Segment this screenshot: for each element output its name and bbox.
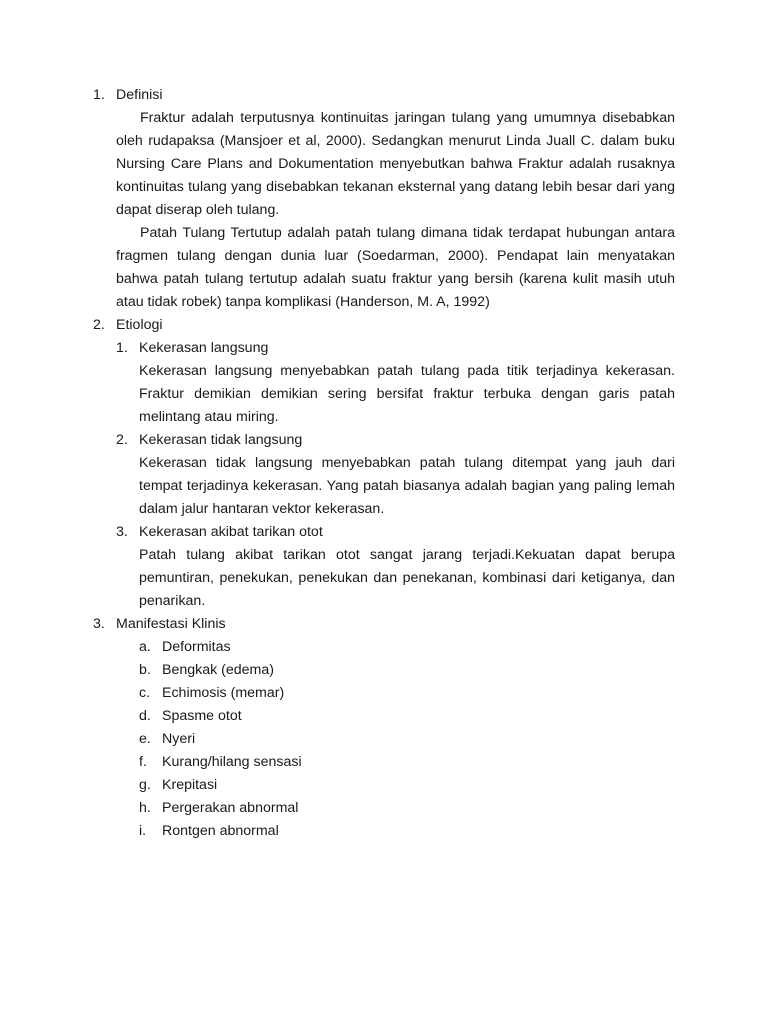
item-number: 3.	[116, 524, 128, 540]
list-item-text: Spasme otot	[162, 708, 242, 724]
list-item	[0, 636, 768, 659]
etiologi-item	[0, 337, 768, 429]
list-item	[0, 728, 768, 751]
list-item-letter: b.	[139, 662, 151, 678]
etiologi-item	[0, 521, 768, 613]
list-item-text: Deformitas	[162, 639, 231, 655]
list-item-text: Pergerakan abnormal	[162, 800, 299, 816]
section-number: 2.	[93, 317, 105, 333]
list-item	[0, 659, 768, 682]
list-item-text: Krepitasi	[162, 777, 218, 793]
item-text: Kekerasan langsung menyebabkan patah tulang pada titik terjadinya kekerasan. Fraktur demikian demikian sering bersifat fraktur terbuka dengan garis patah melintang atau miring.	[139, 363, 675, 425]
section-number: 1.	[93, 87, 105, 103]
list-item-letter: f.	[139, 754, 147, 770]
item-number: 2.	[116, 432, 128, 448]
list-item	[0, 797, 768, 820]
item-title: Kekerasan akibat tarikan otot	[139, 524, 323, 540]
definition-paragraph: Patah Tulang Tertutup adalah patah tulang dimana tidak terdapat hubungan antara fragmen tulang dengan dunia luar (Soedarman, 2000). Pendapat lain menyatakan bahwa patah tulang tertutup adalah suatu fraktur yang bersih (karena kulit masih utuh atau tidak robek) tanpa komplikasi (Handerson, M. A, 1992)	[116, 225, 675, 310]
definition-paragraph: Fraktur adalah terputusnya kontinuitas jaringan tulang yang umumnya disebabkan oleh rudapaksa (Mansjoer et al, 2000). Sedangkan menurut Linda Juall C. dalam buku Nursing Care Plans and Dokumentation menyebutkan bahwa Fraktur adalah rusaknya kontinuitas tulang yang disebabkan tekanan eksternal yang datang lebih besar dari yang dapat diserap oleh tulang.	[116, 110, 675, 218]
section-number: 3.	[93, 616, 105, 632]
etiologi-item	[0, 429, 768, 521]
list-item	[0, 820, 768, 843]
list-item-letter: a.	[139, 639, 151, 655]
section-title: Manifestasi Klinis	[116, 616, 226, 632]
item-text: Kekerasan tidak langsung menyebabkan patah tulang ditempat yang jauh dari tempat terjadinya kekerasan. Yang patah biasanya adalah bagian yang paling lemah dalam jalur hantaran vektor kekerasan.	[139, 455, 675, 517]
list-item-letter: d.	[139, 708, 151, 724]
list-item-letter: e.	[139, 731, 151, 747]
item-title: Kekerasan langsung	[139, 340, 269, 356]
list-item-letter: g.	[139, 777, 151, 793]
list-item-letter: c.	[139, 685, 151, 701]
list-item	[0, 751, 768, 774]
list-item-text: Rontgen abnormal	[162, 823, 279, 839]
list-item-letter: i.	[139, 823, 147, 839]
section-title: Etiologi	[116, 317, 163, 333]
list-item	[0, 774, 768, 797]
list-item-text: Bengkak (edema)	[162, 662, 274, 678]
section-etiologi	[0, 314, 768, 613]
document-page	[0, 84, 768, 843]
list-item-letter: h.	[139, 800, 151, 816]
section-manifestasi-klinis	[0, 613, 768, 843]
list-item	[0, 705, 768, 728]
item-title: Kekerasan tidak langsung	[139, 432, 303, 448]
list-item-text: Nyeri	[162, 731, 196, 747]
item-text: Patah tulang akibat tarikan otot sangat jarang terjadi.Kekuatan dapat berupa pemuntiran, penekukan, penekukan dan penekanan, kombinasi dari ketiganya, dan penarikan.	[139, 547, 675, 609]
list-item-text: Kurang/hilang sensasi	[162, 754, 302, 770]
item-number: 1.	[116, 340, 128, 356]
list-item-text: Echimosis (memar)	[162, 685, 285, 701]
section-title: Definisi	[116, 87, 163, 103]
section-definisi	[0, 84, 768, 314]
list-item	[0, 682, 768, 705]
